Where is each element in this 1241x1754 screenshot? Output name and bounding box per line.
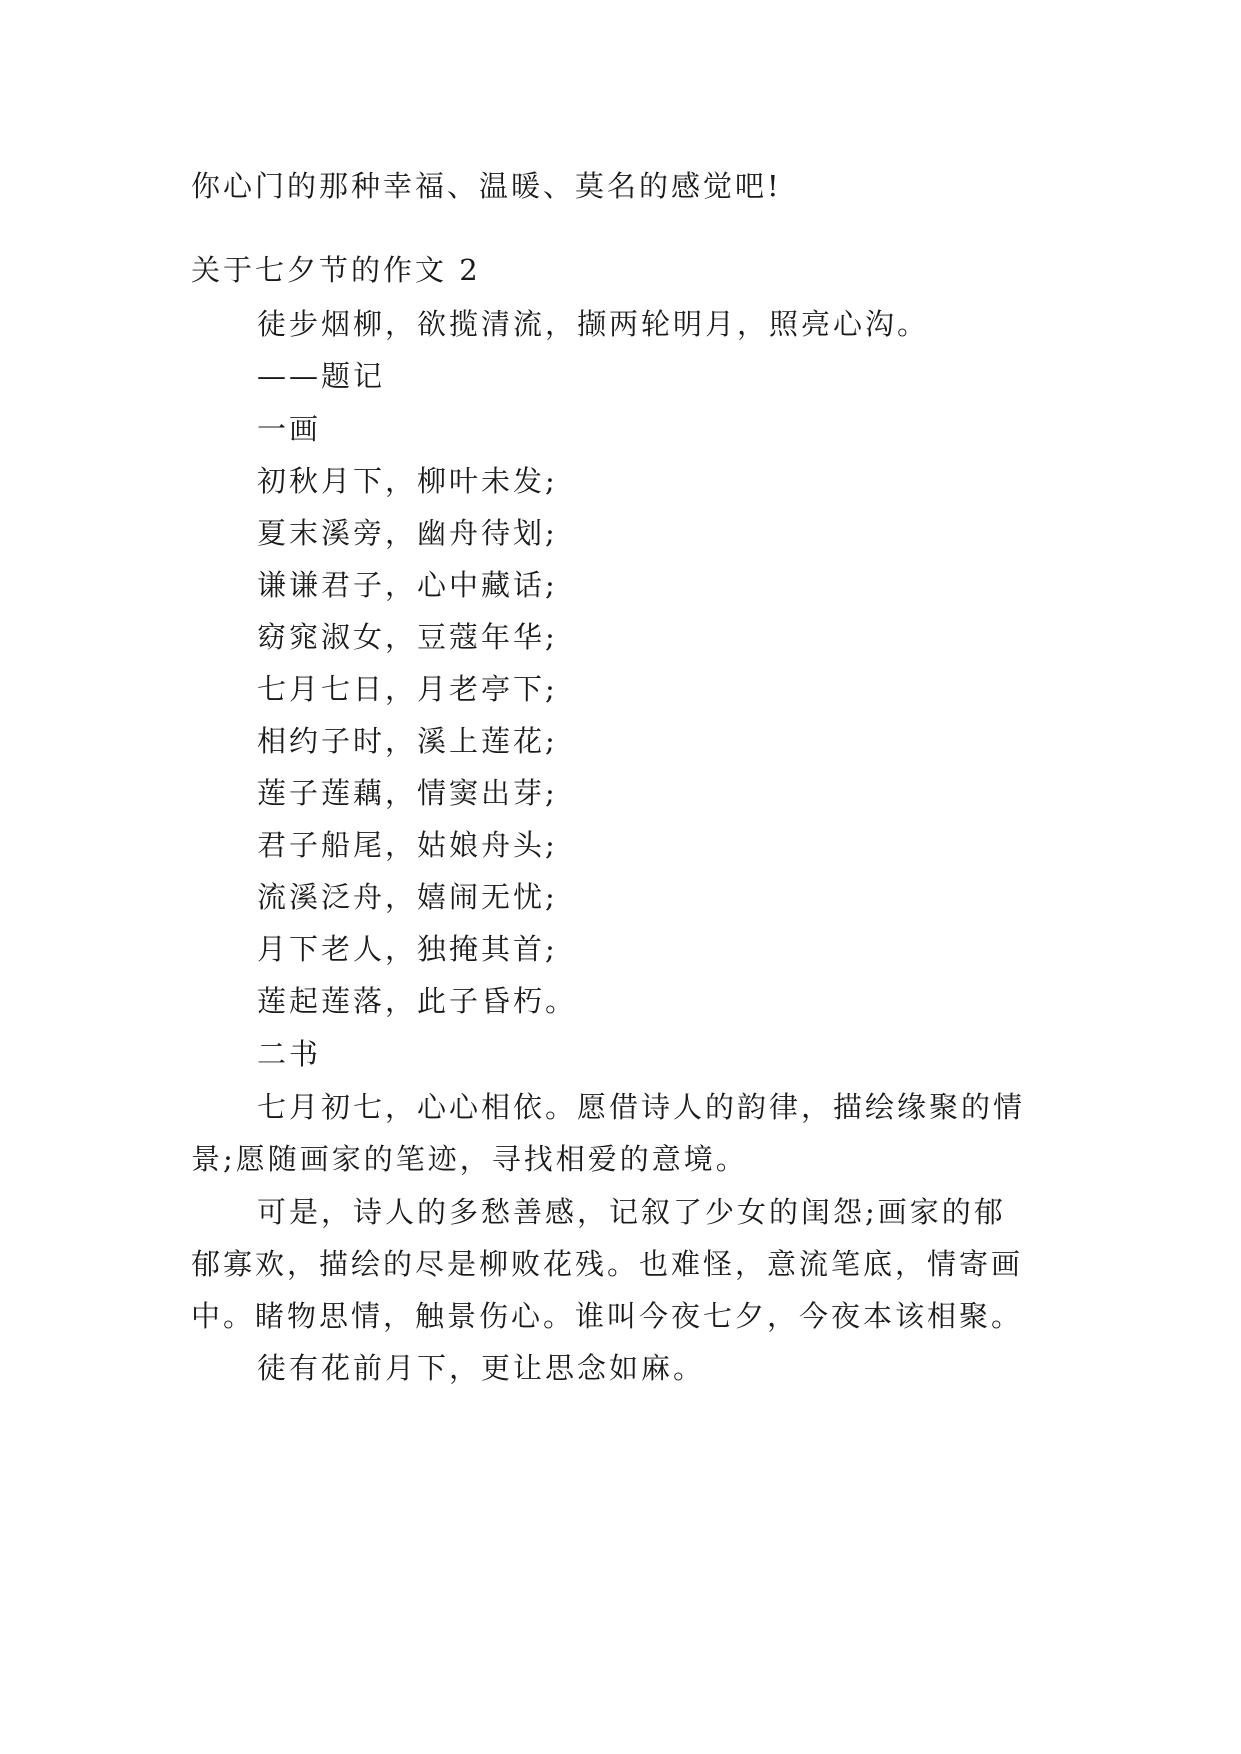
paragraph-line: 景;愿随画家的笔迹，寻找相爱的意境。 xyxy=(191,1142,748,1176)
epigraph: 徒步烟柳，欲揽清流，撷两轮明月，照亮心沟。 xyxy=(257,307,930,341)
poem-line: 初秋月下，柳叶未发; xyxy=(257,464,558,498)
paragraph-line: 七月初七，心心相依。愿借诗人的韵律，描绘缘聚的情 xyxy=(257,1090,1026,1124)
poem-line: 谦谦君子，心中藏话; xyxy=(257,568,558,602)
paragraph-line: 可是，诗人的多愁善感，记叙了少女的闺怨;画家的郁 xyxy=(257,1195,1006,1229)
section-heading: 二书 xyxy=(257,1037,322,1071)
paragraph-line: 郁寡欢，描绘的尽是柳败花残。也难怪，意流笔底，情寄画 xyxy=(191,1247,1024,1281)
section-heading: 一画 xyxy=(257,412,322,446)
poem-line: 君子船尾，姑娘舟头; xyxy=(257,828,558,862)
essay-title: 关于七夕节的作文 2 xyxy=(191,253,481,287)
paragraph-line: 徒有花前月下，更让思念如麻。 xyxy=(257,1351,706,1385)
poem-line: 月下老人，独掩其首; xyxy=(257,932,558,966)
poem-line: 窈窕淑女，豆蔻年华; xyxy=(257,620,558,654)
poem-line: 流溪泛舟，嬉闹无忧; xyxy=(257,880,558,914)
opening-line: 你心门的那种幸福、温暖、莫名的感觉吧! xyxy=(191,169,782,203)
poem-line: 莲子莲藕，情窦出芽; xyxy=(257,776,558,810)
poem-line: 七月七日，月老亭下; xyxy=(257,672,558,706)
poem-line: 相约子时，溪上莲花; xyxy=(257,724,558,758)
epigraph-attribution: ——题记 xyxy=(257,359,386,393)
paragraph-line: 中。睹物思情，触景伤心。谁叫今夜七夕，今夜本该相聚。 xyxy=(191,1299,1024,1333)
poem-line: 夏末溪旁，幽舟待划; xyxy=(257,516,558,550)
poem-line: 莲起莲落，此子昏朽。 xyxy=(257,984,578,1018)
